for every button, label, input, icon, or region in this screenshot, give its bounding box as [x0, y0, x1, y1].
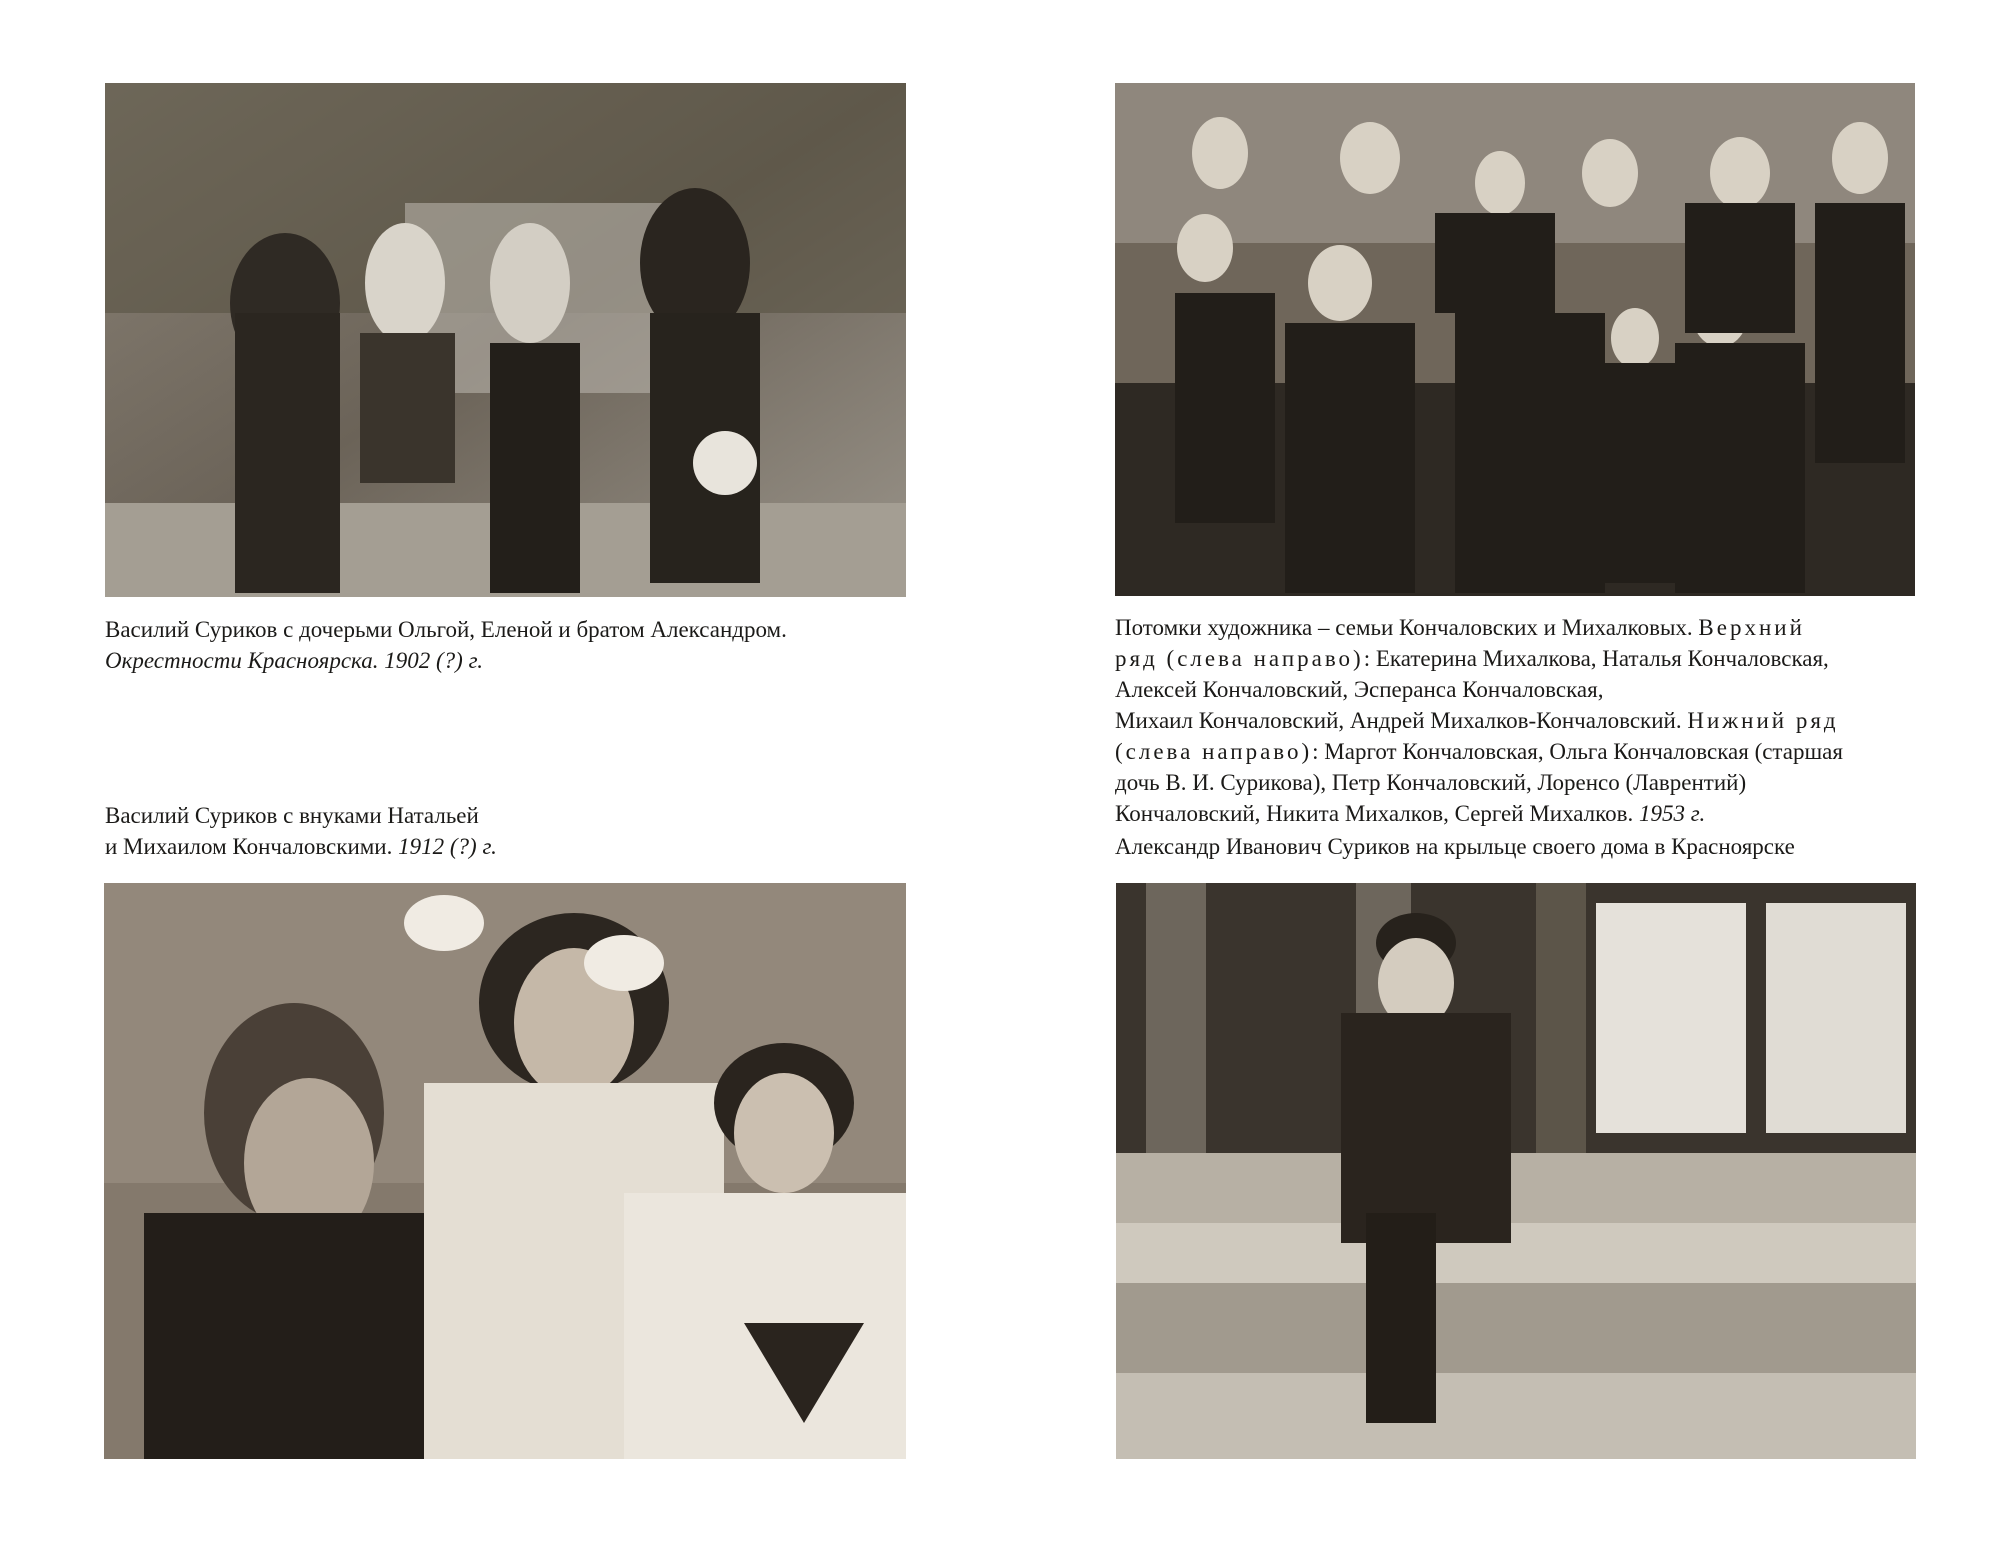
caption-text: Василий Суриков с внуками Натальей — [105, 803, 479, 828]
caption-date: 1953 г. — [1639, 801, 1706, 826]
caption-text: дочь В. И. Сурикова), Петр Кончаловский, Лоренсо (Лаврентий) — [1115, 770, 1747, 795]
caption-photo-4 — [1115, 831, 1935, 862]
caption-text: : Екатерина Михалкова, Наталья Кончаловская, — [1363, 646, 1829, 671]
caption-date: 1912 (?) г. — [398, 834, 497, 859]
caption-photo-1 — [105, 614, 925, 676]
caption-text: : Маргот Кончаловская, Ольга Кончаловская (старшая — [1312, 739, 1843, 764]
caption-text: ряд (слева направо) — [1115, 646, 1364, 671]
photo-surikov-daughters-brother — [105, 83, 906, 597]
caption-photo-2 — [1115, 612, 1935, 829]
caption-text: Алексей Кончаловский, Эсперанса Кончаловская, — [1115, 677, 1604, 702]
photo-surikov-grandchildren — [104, 883, 906, 1459]
photo-alexander-surikov-porch — [1116, 883, 1916, 1459]
caption-text: (слева направо) — [1115, 739, 1313, 764]
caption-text: и Михаилом Кончаловскими. — [105, 834, 393, 859]
caption-text: Верхний — [1698, 615, 1805, 640]
caption-place-date: Окрестности Красноярска. 1902 (?) г. — [105, 648, 483, 673]
photo-konchalovsky-mikhalkov-families — [1115, 83, 1915, 596]
caption-text: Нижний ряд — [1687, 708, 1839, 733]
caption-text: Василий Суриков с дочерьми Ольгой, Еленой и братом Александром. — [105, 617, 787, 642]
caption-text: Михаил Кончаловский, Андрей Михалков-Кончаловский. — [1115, 708, 1682, 733]
caption-photo-3 — [105, 800, 905, 862]
caption-text: Кончаловский, Никита Михалков, Сергей Михалков. — [1115, 801, 1634, 826]
caption-text: Потомки художника – семьи Кончаловских и Михалковых. — [1115, 615, 1693, 640]
caption-text: Александр Иванович Суриков на крыльце своего дома в Красноярске — [1115, 834, 1795, 859]
